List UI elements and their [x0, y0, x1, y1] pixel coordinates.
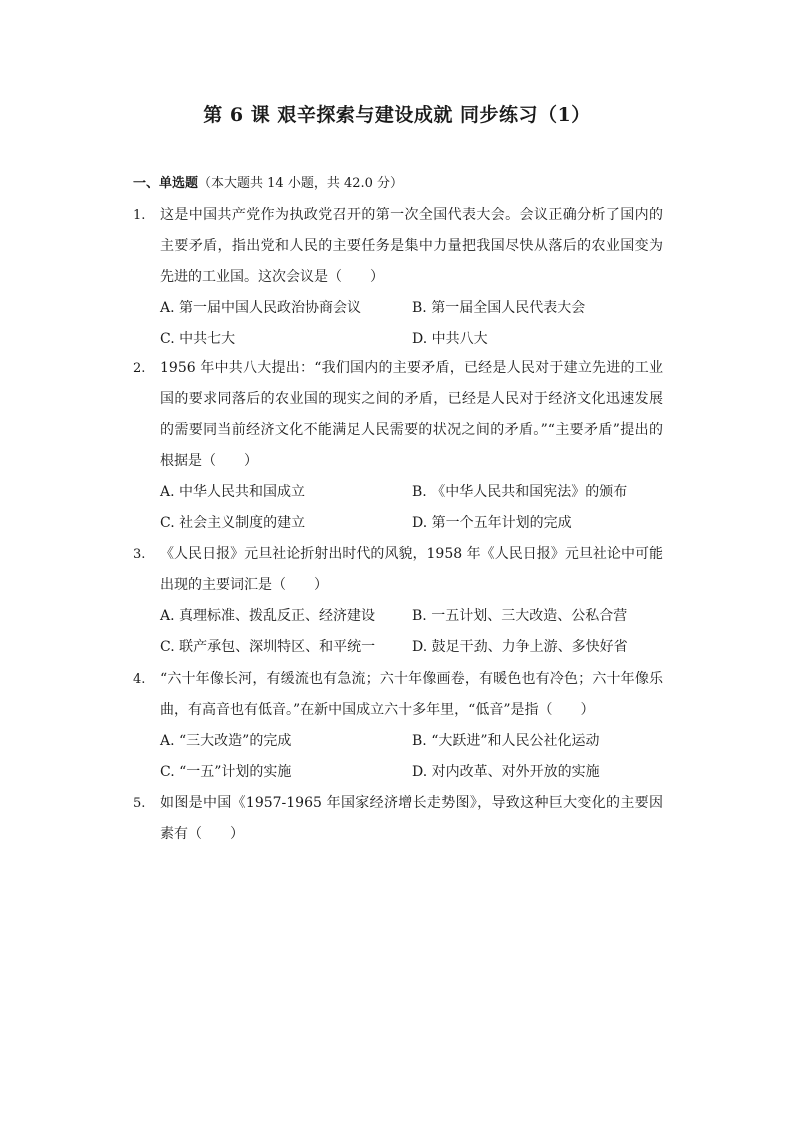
option-d[interactable]: D. 第一个五年计划的完成 [412, 515, 572, 531]
question-2 [133, 353, 663, 539]
option-c[interactable]: C. 中共七大 [160, 331, 236, 347]
question-stem: 《人民日报》元旦社论折射出时代的风貌，1958 年《人民日报》元旦社论中可能出现的主要词汇是（ ） [160, 546, 663, 593]
option-a[interactable]: A. 第一届中国人民政治协商会议 [160, 300, 362, 316]
question-4 [133, 664, 663, 788]
question-5 [133, 788, 663, 850]
options-group [160, 293, 663, 355]
option-c[interactable]: C. 联产承包、深圳特区、和平统一 [160, 639, 376, 655]
option-d[interactable]: D. 鼓足干劲、力争上游、多快好省 [412, 639, 628, 655]
question-number: 4. [133, 672, 146, 687]
option-b[interactable]: B. 一五计划、三大改造、公私合营 [412, 608, 628, 624]
question-number: 5. [133, 796, 146, 811]
page-title: 第 6 课 艰辛探索与建设成就 同步练习（1） [203, 104, 591, 126]
question-number: 1. [133, 208, 146, 223]
question-number: 2. [133, 361, 146, 376]
question-stem: “六十年像长河，有缓流也有急流；六十年像画卷，有暖色也有冷色；六十年像乐曲，有高音也有低音。”在新中国成立六十多年里，“低音”是指（ ） [160, 671, 663, 718]
question-stem: 1956 年中共八大提出：“我们国内的主要矛盾，已经是人民对于建立先进的工业国的要求同落后的农业国的现实之间的矛盾，已经是人民对于经济文化迅速发展的需要同当前经济文化不能满足人民需要的状况之间的矛盾。”“主要矛盾”提出的根据是（ ） [160, 360, 663, 469]
option-b[interactable]: B. 《中华人民共和国宪法》的颁布 [412, 484, 628, 500]
section-detail: （本大题共 14 小题，共 42.0 分） [198, 176, 404, 191]
option-d[interactable]: D. 中共八大 [412, 331, 488, 347]
question-number: 3. [133, 547, 146, 562]
option-a[interactable]: A. “三大改造”的完成 [160, 733, 292, 749]
option-a[interactable]: A. 中华人民共和国成立 [160, 484, 306, 500]
options-group [160, 477, 663, 539]
options-group [160, 601, 663, 663]
section-label: 一、单选题 [133, 176, 199, 191]
question-stem: 这是中国共产党作为执政党召开的第一次全国代表大会。会议正确分析了国内的主要矛盾，指出党和人民的主要任务是集中力量把我国尽快从落后的农业国变为先进的工业国。这次会议是（ ） [160, 207, 663, 285]
option-c[interactable]: C. 社会主义制度的建立 [160, 515, 306, 531]
option-b[interactable]: B. 第一届全国人民代表大会 [412, 300, 586, 316]
option-b[interactable]: B. “大跃进”和人民公社化运动 [412, 733, 600, 749]
section-heading [133, 172, 403, 191]
option-d[interactable]: D. 对内改革、对外开放的实施 [412, 764, 600, 780]
question-3 [133, 539, 663, 663]
question-stem: 如图是中国《1957-1965 年国家经济增长走势图》，导致这种巨大变化的主要因素有（ ） [160, 795, 663, 842]
option-c[interactable]: C. “一五”计划的实施 [160, 764, 292, 780]
option-a[interactable]: A. 真理标准、拨乱反正、经济建设 [160, 608, 376, 624]
question-1 [133, 200, 663, 355]
options-group [160, 726, 663, 788]
